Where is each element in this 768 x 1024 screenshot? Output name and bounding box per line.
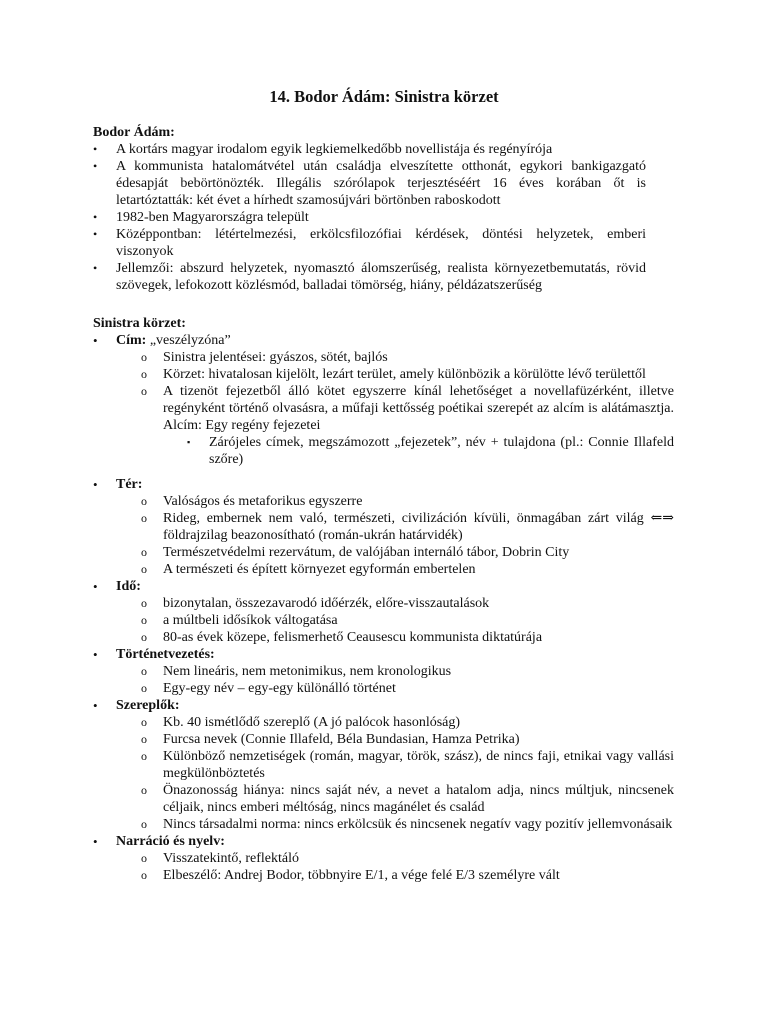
section-ter xyxy=(0,476,646,493)
circle-bullet-icon: o xyxy=(141,511,147,525)
ido-label: Idő: xyxy=(116,579,141,594)
list-item: ▪ Zárójeles címek, megszámozott „fejezetek”, név + tulajdona (pl.: Connie Illafeld szőre) xyxy=(187,435,674,467)
circle-bullet-icon: o xyxy=(141,749,147,763)
bullet-icon: • xyxy=(93,261,98,275)
list-item: • Középpontban: létértelmezési, erkölcsfilozófiai kérdések, döntési helyzetek, emberi viszonyok xyxy=(93,227,646,259)
szer-label: Szereplők: xyxy=(116,698,180,713)
bullet-icon: • xyxy=(93,579,98,594)
circle-bullet-icon: o xyxy=(141,851,147,865)
ter-label: Tér: xyxy=(116,477,143,492)
double-arrow-icon: ⇐⇒ xyxy=(650,511,674,526)
bullet-icon: • xyxy=(93,834,98,849)
circle-bullet-icon: o xyxy=(141,732,147,746)
circle-bullet-icon: o xyxy=(141,681,147,695)
work-heading: Sinistra körzet: xyxy=(93,316,186,331)
section-narracio xyxy=(0,833,646,850)
circle-bullet-icon: o xyxy=(141,817,147,831)
cim-label: Cím: xyxy=(116,333,147,348)
list-item: o Egy-egy név – egy-egy különálló történet xyxy=(141,681,396,696)
section-ido xyxy=(0,578,646,595)
list-item: • A kommunista hatalomátvétel után családja elveszítette otthonát, egykori bankigazgató édesapját bebörtönözték. Illegális szórólapok terjesztéséért 16 éves korában őt is letartóztatták: két évet a hírhedt szamosújvári börtönben raboskodott xyxy=(93,159,646,208)
list-item: o Rideg, embernek nem való, természeti, civilizáción kívüli, önmagában zárt világ ⇐⇒ földrajzilag beazonosítható (román-ukrán határvidék) xyxy=(141,511,674,543)
circle-bullet-icon: o xyxy=(141,783,147,797)
bullet-icon: • xyxy=(93,159,98,173)
tort-label: Történetvezetés: xyxy=(116,647,215,662)
list-item: o bizonytalan, összezavarodó időérzék, előre-visszautalások xyxy=(141,596,490,611)
circle-bullet-icon: o xyxy=(141,350,147,364)
bullet-icon: • xyxy=(93,477,98,492)
section-tortenetvezetes xyxy=(0,646,646,663)
list-item: o Különböző nemzetiségek (román, magyar, török, szász), de nincs faji, etnikai vagy vallási megkülönböztetés xyxy=(141,749,674,781)
section-szereplok xyxy=(0,697,646,714)
cim-value: „veszélyzóna” xyxy=(146,333,231,348)
circle-bullet-icon: o xyxy=(141,367,147,381)
circle-bullet-icon: o xyxy=(141,494,147,508)
page-title: 14. Bodor Ádám: Sinistra körzet xyxy=(269,87,499,106)
circle-bullet-icon: o xyxy=(141,613,147,627)
author-list xyxy=(0,141,768,294)
list-item: o Önazonosság hiánya: nincs saját név, a nevet a hatalom adja, nincs múltjuk, nincsenek céljaik, nincs emberi méltóság, nincs magánélet és család xyxy=(141,783,674,815)
list-item: o a múltbeli idősíkok váltogatása xyxy=(141,613,338,628)
list-item: o Elbeszélő: Andrej Bodor, többnyire E/1, a vége felé E/3 személyre vált xyxy=(141,868,560,883)
list-item: o Valóságos és metaforikus egyszerre xyxy=(141,494,363,509)
work-list xyxy=(0,332,768,884)
bullet-icon: • xyxy=(93,227,98,241)
bullet-icon: • xyxy=(93,210,98,224)
list-item: o Nem lineáris, nem metonimikus, nem kronologikus xyxy=(141,664,452,679)
list-item: • 1982-ben Magyarországra települt xyxy=(93,210,309,225)
circle-bullet-icon: o xyxy=(141,384,147,398)
list-item: o Nincs társadalmi norma: nincs erkölcsük és nincsenek negatív vagy pozitív jellemvonásaik xyxy=(141,817,673,832)
list-item: o Körzet: hivatalosan kijelölt, lezárt terület, amely különbözik a körülötte lévő területtől xyxy=(141,367,646,382)
circle-bullet-icon: o xyxy=(141,545,147,559)
list-item: o Visszatekintő, reflektáló xyxy=(141,851,300,866)
list-item: o 80-as évek közepe, felismerhető Ceausescu kommunista diktatúrája xyxy=(141,630,543,645)
list-item: • Jellemzői: abszurd helyzetek, nyomasztó álomszerűség, realista környezetbemutatás, rövid szövegek, lefokozott közlésmód, balladai tömörség, hiány, példázatszerűség xyxy=(93,261,646,293)
circle-bullet-icon: o xyxy=(141,868,147,882)
list-item: o Természetvédelmi rezervátum, de valójában internáló tábor, Dobrin City xyxy=(141,545,570,560)
author-heading: Bodor Ádám: xyxy=(93,125,175,140)
section-cim xyxy=(0,332,646,349)
bullet-icon: • xyxy=(93,333,98,348)
bullet-icon: • xyxy=(93,647,98,662)
narr-label: Narráció és nyelv: xyxy=(116,834,225,849)
circle-bullet-icon: o xyxy=(141,630,147,644)
circle-bullet-icon: o xyxy=(141,715,147,729)
square-bullet-icon: ▪ xyxy=(187,437,191,447)
circle-bullet-icon: o xyxy=(141,562,147,576)
list-item: o Furcsa nevek (Connie Illafeld, Béla Bundasian, Hamza Petrika) xyxy=(141,732,520,747)
list-item: o Kb. 40 ismétlődő szereplő (A jó palócok hasonlóság) xyxy=(141,715,461,730)
list-item: o A természeti és épített környezet egyformán embertelen xyxy=(141,562,476,577)
list-item: • A kortárs magyar irodalom egyik legkiemelkedőbb novellistája és regényírója xyxy=(93,142,553,157)
list-item: o A tizenöt fejezetből álló kötet egyszerre kínál lehetőséget a novellafüzérként, illetve regényként történő olvasásra, a műfaji kettősség poétikai szerepét az alcím is alátámasztja. Alcím: Egy regény fejezetei xyxy=(141,384,674,433)
bullet-icon: • xyxy=(93,142,98,156)
bullet-icon: • xyxy=(93,698,98,713)
list-item: o Sinistra jelentései: gyászos, sötét, bajlós xyxy=(141,350,388,365)
circle-bullet-icon: o xyxy=(141,596,147,610)
circle-bullet-icon: o xyxy=(141,664,147,678)
